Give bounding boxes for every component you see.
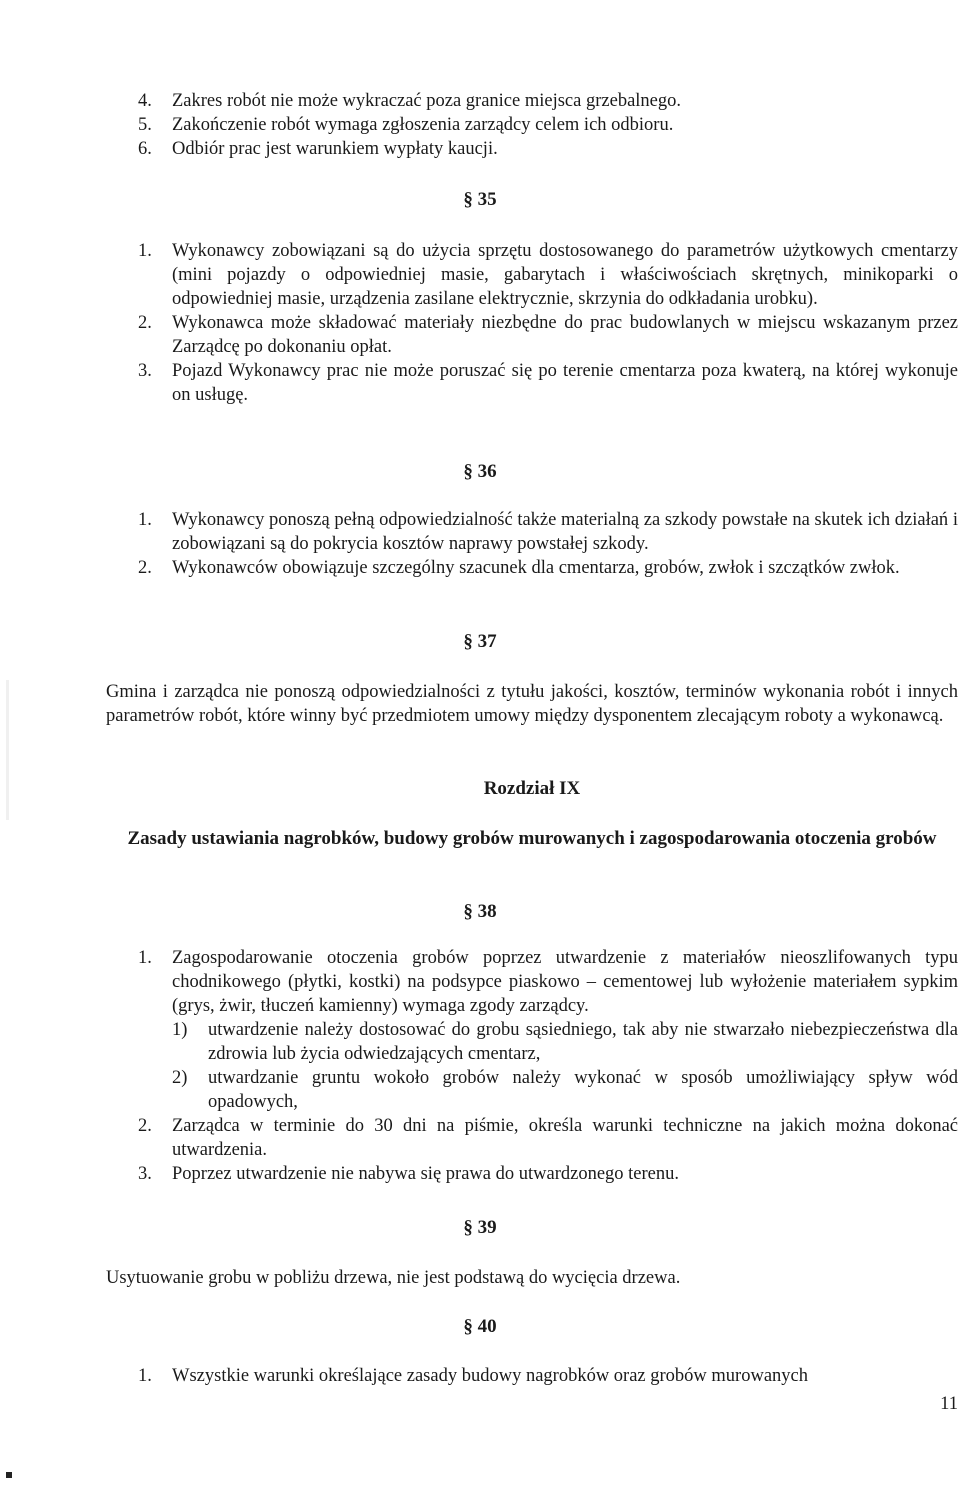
list-item: 2. Zarządca w terminie do 30 dni na piśmie, określa warunki techniczne na jakich można dokonać utwardzenia. <box>138 1116 958 1160</box>
section-title-36: § 36 <box>463 461 497 482</box>
list-item: 4. Zakres robót nie może wykraczać poza granice miejsca grzebalnego. <box>138 91 682 111</box>
list-item: 2. Wykonawców obowiązuje szczególny szacunek dla cmentarza, grobów, zwłok i szczątków zwłok. <box>138 558 900 578</box>
list-item: 1. Wykonawcy zobowiązani są do użycia sprzętu dostosowanego do parametrów użytkowych cmentarzy (mini pojazdy o odpowiedniej masie, gabarytach i właściwościach skrętnych, minikoparki o odpowiedniej masie, urządzenia zasilane elektrycznie, skrzynia do odkładania urobku). <box>138 241 958 309</box>
intro-list <box>138 89 958 161</box>
section-35-list <box>138 239 958 407</box>
chapter-title: Rozdział IX <box>483 778 581 799</box>
list-item: 1. Wszystkie warunki określające zasady budowy nagrobków oraz grobów murowanych <box>138 1366 808 1386</box>
page-number: 11 <box>940 1394 958 1414</box>
scan-edge-shadow <box>6 680 9 820</box>
section-39-text: Usytuowanie grobu w pobliżu drzewa, nie jest podstawą do wycięcia drzewa. <box>106 1268 681 1288</box>
sub-list-item: 2) utwardzanie gruntu wokoło grobów należy wykonać w sposób umożliwiający spływ wód opadowych, <box>172 1068 958 1112</box>
list-item: 2. Wykonawca może składować materiały niezbędne do prac budowlanych w miejscu wskazanym przez Zarządcę po dokonaniu opłat. <box>138 313 958 357</box>
sub-list-item: 1) utwardzenie należy dostosować do grobu sąsiedniego, tak aby nie stwarzało niebezpieczeństwa dla zdrowia lub życia odwiedzających cmentarz, <box>172 1020 958 1064</box>
list-item: 6. Odbiór prac jest warunkiem wypłaty kaucji. <box>138 139 498 159</box>
section-40-list <box>138 1364 958 1388</box>
scan-mark <box>6 1472 12 1478</box>
section-36-list <box>138 508 958 580</box>
section-38-list <box>138 946 958 1186</box>
list-item: 3. Pojazd Wykonawcy prac nie może poruszać się po terenie cmentarza poza kwaterą, na której wykonuje on usługę. <box>138 361 958 405</box>
section-title-40: § 40 <box>463 1316 497 1337</box>
section-title-39: § 39 <box>463 1217 497 1238</box>
list-item: 1. Zagospodarowanie otoczenia grobów poprzez utwardzenie z materiałów nieoszlifowanych typu chodnikowego (płytki, kostki) na podsypce piaskowo – cementowej lub wyłożenie materiałem sypkim (grys, żwir, tłuczeń kamienny) wymaga zgody zarządcy. <box>138 948 958 1016</box>
section-37-text: Gmina i zarządca nie ponoszą odpowiedzialności z tytułu jakości, kosztów, terminów wykonania robót i innych parametrów robót, które winny być przedmiotem umowy między dysponentem zlecającym roboty a wykonawcą. <box>106 682 958 726</box>
section-title-35: § 35 <box>463 189 497 210</box>
section-title-37: § 37 <box>463 631 497 652</box>
list-item: 3. Poprzez utwardzenie nie nabywa się prawa do utwardzonego terenu. <box>138 1164 679 1184</box>
section-title-38: § 38 <box>463 901 497 922</box>
list-item: 1. Wykonawcy ponoszą pełną odpowiedzialność także materialną za szkody powstałe na skutek ich działań i zobowiązani są do pokrycia kosztów naprawy powstałej szkody. <box>138 510 958 554</box>
list-item: 5. Zakończenie robót wymaga zgłoszenia zarządcy celem ich odbioru. <box>138 115 674 135</box>
chapter-subtitle: Zasady ustawiania nagrobków, budowy grobów murowanych i zagospodarowania otoczenia grobów <box>127 828 937 849</box>
